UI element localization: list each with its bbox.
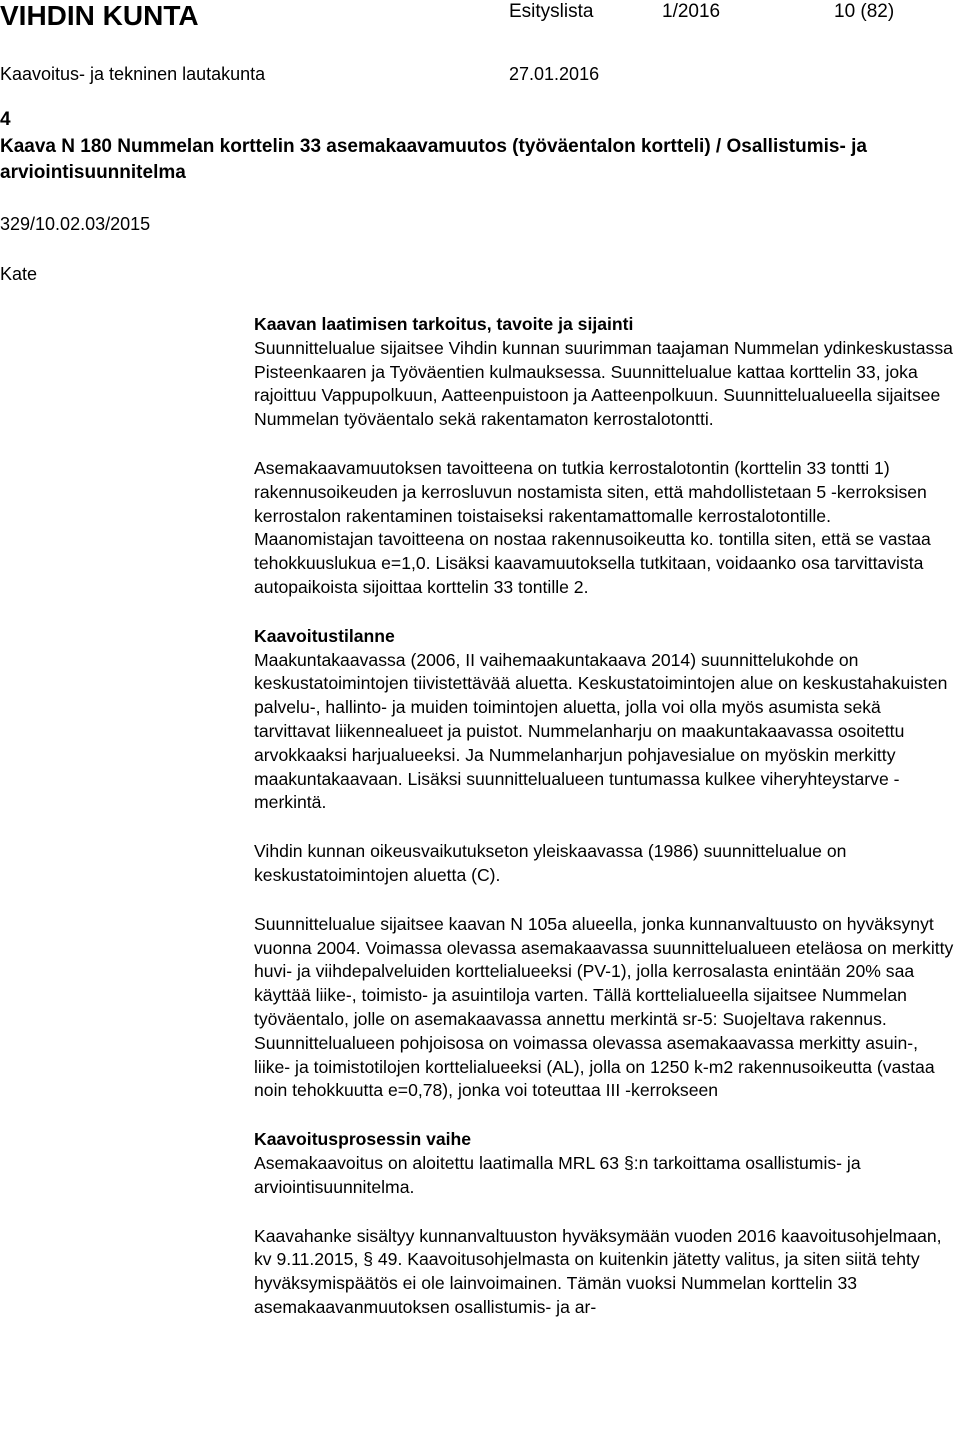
paragraph [254,1225,954,1320]
item-title: Kaava N 180 Nummelan korttelin 33 asemakaavamuutos (työväentalon kortteli) / Osallistumis- ja arviointisuunnitelma [0,136,867,183]
paragraph [254,625,954,815]
paragraph [254,913,954,1103]
paragraph-text: Kaavahanke sisältyy kunnanvaltuuston hyväksymään vuoden 2016 kaavoitusohjelmaan, kv 9.11.2015, § 49. Kaavoitusohjelmasta on kuitenkin jätetty valitus, ja siten siitä tehty hyväksymispäätös ei ole lainvoimainen. Tämän vuoksi Nummelan korttelin 33 asemakaavanmuutoksen osallistumis- ja ar- [254,1225,942,1317]
paragraph [254,313,954,432]
page-number: 10 (82) [834,1,895,22]
document-number: 1/2016 [662,1,721,22]
item-number: 4 [0,109,11,130]
paragraph [254,840,954,888]
preparer-label: Kate [0,264,38,284]
section-heading: Kaavoitusprosessin vaihe [254,1129,472,1150]
paragraph-text: Maakuntakaavassa (2006, II vaihemaakuntakaava 2014) suunnittelukohde on keskustatoimintojen tiivistettävää aluetta. Keskustatoimintojen alue on keskustahakuisten palvelu-, hallinto- ja muiden toimintojen aluetta, jolla voi olla myös asumista sekä tarvittavat liikennealueet ja puistot. Nummelanharju on maakuntakaavassa osoitettu arvokkaaksi harjualueeksi. Ja Nummelanharjun pohjavesialue on myöskin merkitty maakuntakaavaan. Lisäksi suunnittelualueen tuntumassa kulkee viheryhteystarve -merkintä. [254,649,948,813]
document-type: Esityslista [509,1,594,22]
paragraph-text: Vihdin kunnan oikeusvaikutukseton yleiskaavassa (1986) suunnittelualue on keskustatoimintojen aluetta (C). [254,841,847,885]
meeting-date: 27.01.2016 [509,64,600,84]
paragraph-text: Asemakaavamuutoksen tavoitteena on tutkia kerrostalotontin (korttelin 33 tontti 1) rakennusoikeuden ja kerrosluvun nostamista siten, että mahdollistetaan 5 -kerroksisen kerrostalon rakentaminen toistaiseksi rakentamattomalle kerrostalotontille. Maanomistajan tavoitteena on nostaa rakennusoikeutta ko. tontilla siten, että se vastaa tehokkuuslukua e=1,0. Lisäksi kaavamuutoksella tutkitaan, voidaanko osa tarvittavista autopaikoista sijoittaa korttelin 33 tontille 2. [254,457,931,597]
paragraph [254,457,954,600]
paragraph [254,1128,954,1199]
paragraph-text: Suunnittelualue sijaitsee kaavan N 105a alueella, jonka kunnanvaltuusto on hyväksynyt vuonna 2004. Voimassa olevassa asemakaavassa suunnittelualueen eteläosa on merkitty huvi- ja viihdepalveluiden korttelialueeksi (PV-1), jolla kerrosalasta enintään 20% saa käyttää liike-, toimisto- ja asuintiloja varten. Tällä korttelialueella sijaitsee Nummelan työväentalo, jolle on asemakaavassa annettu merkintä sr-5: Suojeltava rakennus. Suunnittelualueen pohjoisosa on voimassa olevassa asemakaavassa merkitty asuin-, liike- ja toimistotilojen korttelialueeksi (AL), jolla on 1250 k-m2 rakennusoikeutta (vastaa noin tehokkuutta e=0,78), jonka voi toteuttaa III -kerrokseen [254,913,954,1101]
reference-number: 329/10.02.03/2015 [0,214,151,234]
organization-name: VIHDIN KUNTA [0,0,199,31]
body-text [254,313,954,1345]
section-heading: Kaavan laatimisen tarkoitus, tavoite ja sijainti [254,314,634,334]
paragraph-text: Asemakaavoitus on aloitettu laatimalla MRL 63 §:n tarkoittama osallistumis- ja arviointisuunnitelma. [254,1152,861,1197]
committee-name: Kaavoitus- ja tekninen lautakunta [0,64,266,84]
paragraph-text: Suunnittelualue sijaitsee Vihdin kunnan suurimman taajaman Nummelan ydinkeskustassa Pisteenkaaren ja Työväentien kulmauksessa. Suunnittelualue kattaa korttelin 33, joka rajoittuu Vappupolkuun, Aatteenpuistoon ja Aatteenpolkuun. Suunnittelualueella sijaitsee Nummelan työväentalo sekä rakentamaton kerrostalotontti. [254,337,953,430]
section-heading: Kaavoitustilanne [254,625,395,646]
